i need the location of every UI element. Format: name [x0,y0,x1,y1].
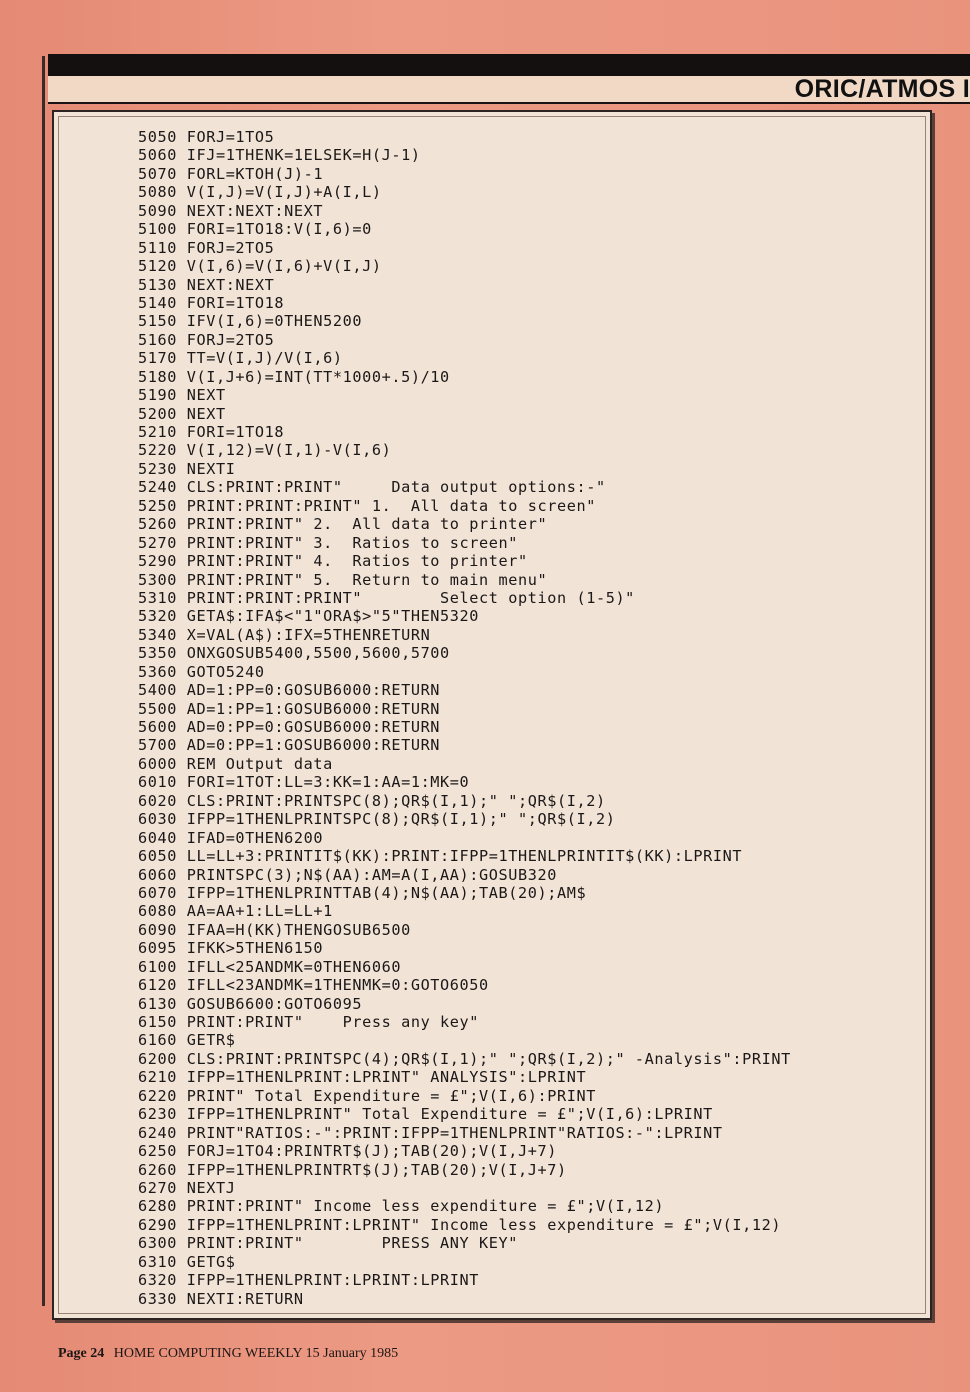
program-listing [138,128,791,1308]
code-line: 5210 FORI=1TO18 [138,423,285,441]
code-line: 6130 GOSUB6600:GOTO6095 [138,994,363,1013]
program-listing-box [52,110,932,1320]
code-line: 5320 GETA$:IFA$<"1"ORA$>"5"THEN5320 [138,607,480,626]
code-line: 5260 PRINT:PRINT" 2. All data to printer" [138,515,548,534]
code-line: 5220 V(I,12)=V(I,1)-V(I,6) [138,441,392,460]
vertical-rule [42,56,45,1306]
code-line: 6150 PRINT:PRINT" Press any key" [138,1013,480,1031]
code-line: 5140 FORI=1TO18 [138,293,285,312]
code-line: 6120 IFLL<23ANDMK=1THENMK=0:GOTO6050 [138,976,489,995]
code-line: 6070 IFPP=1THENLPRINTTAB(4);N$(AA);TAB(20);AM$ [138,883,587,902]
code-line: 6270 NEXTJ [138,1178,236,1197]
code-line: 6310 GETG$ [138,1252,236,1271]
code-line: 5150 IFV(I,6)=0THEN5200 [138,312,363,331]
code-line: 5270 PRINT:PRINT" 3. Ratios to screen" [138,533,519,552]
code-line: 5200 NEXT [138,404,226,423]
code-line: 5360 GOTO5240 [138,662,265,681]
code-line: 5130 NEXT:NEXT [138,275,275,294]
code-line: 5050 FORJ=1TO5 [138,128,275,146]
code-line: 6250 FORJ=1TO4:PRINTRT$(J);TAB(20);V(I,J+7) [138,1142,557,1161]
code-line: 6230 IFPP=1THENLPRINT" Total Expenditure = £";V(I,6):LPRINT [138,1105,713,1124]
code-line: 5700 AD=0:PP=1:GOSUB6000:RETURN [138,736,441,755]
code-line: 6095 IFKK>5THEN6150 [138,939,324,958]
code-line: 6090 IFAA=H(KK)THENGOSUB6500 [138,920,411,939]
code-line: 5290 PRINT:PRINT" 4. Ratios to printer" [138,552,528,571]
code-line: 6030 IFPP=1THENLPRINTSPC(8);QR$(I,1);" ";QR$(I,2) [138,810,616,829]
code-line: 5350 ONXGOSUB5400,5500,5600,5700 [138,644,450,663]
code-line: 5160 FORJ=2TO5 [138,330,275,349]
code-line: 6300 PRINT:PRINT" PRESS ANY KEY" [138,1234,519,1253]
code-line: 6290 IFPP=1THENLPRINT:LPRINT" Income less expenditure = £";V(I,12) [138,1215,782,1234]
code-line: 5190 NEXT [138,386,226,405]
code-line: 6330 NEXTI:RETURN [138,1289,304,1308]
code-line: 5100 FORI=1TO18:V(I,6)=0 [138,220,372,239]
code-line: 6100 IFLL<25ANDMK=0THEN6060 [138,957,402,976]
section-title: ORIC/ATMOS I [794,75,970,103]
page-footer [58,1344,398,1364]
code-line: 6320 IFPP=1THENLPRINT:LPRINT:LPRINT [138,1271,480,1290]
code-line: 6040 IFAD=0THEN6200 [138,828,324,847]
code-line: 5080 V(I,J)=V(I,J)+A(I,L) [138,183,382,202]
code-line: 5180 V(I,J+6)=INT(TT*1000+.5)/10 [138,367,450,386]
code-line: 5310 PRINT:PRINT:PRINT" Select option (1-5)" [138,588,635,607]
code-line: 5340 X=VAL(A$):IFX=5THENRETURN [138,625,431,644]
code-line: 5500 AD=1:PP=1:GOSUB6000:RETURN [138,699,441,718]
code-line: 6210 IFPP=1THENLPRINT:LPRINT" ANALYSIS":LPRINT [138,1068,587,1087]
code-line: 5300 PRINT:PRINT" 5. Return to main menu" [138,570,548,589]
code-line: 5250 PRINT:PRINT:PRINT" 1. All data to screen" [138,496,596,515]
header-bar [48,54,970,76]
code-line: 5230 NEXTI [138,459,236,478]
code-line: 5400 AD=1:PP=0:GOSUB6000:RETURN [138,681,441,700]
publication-info: HOME COMPUTING WEEKLY 15 January 1985 [113,1346,399,1361]
code-line: 5600 AD=0:PP=0:GOSUB6000:RETURN [138,718,441,736]
code-line: 5110 FORJ=2TO5 [138,238,275,257]
code-line: 6010 FORI=1TOT:LL=3:KK=1:AA=1:MK=0 [138,773,470,792]
code-line: 6280 PRINT:PRINT" Income less expenditure = £";V(I,12) [138,1197,665,1216]
code-line: 5090 NEXT:NEXT:NEXT [138,201,324,220]
code-line: 6240 PRINT"RATIOS:-":PRINT:IFPP=1THENLPRINT"RATIOS:-":LPRINT [138,1123,723,1142]
header-title-strip [48,76,970,104]
code-line: 5170 TT=V(I,J)/V(I,6) [138,349,343,368]
code-line: 5120 V(I,6)=V(I,6)+V(I,J) [138,257,382,276]
code-line: 6060 PRINTSPC(3);N$(AA):AM=A(I,AA):GOSUB320 [138,865,557,884]
code-line: 6200 CLS:PRINT:PRINTSPC(4);QR$(I,1);" ";QR$(I,2);" -Analysis":PRINT [138,1049,791,1068]
code-line: 6080 AA=AA+1:LL=LL+1 [138,902,333,921]
code-line: 6260 IFPP=1THENLPRINTRT$(J);TAB(20);V(I,J+7) [138,1160,567,1179]
code-line: 6000 REM Output data [138,754,333,773]
code-line: 5240 CLS:PRINT:PRINT" Data output options:-" [138,478,606,497]
code-line: 6160 GETR$ [138,1031,236,1050]
page-number: Page 24 [58,1346,105,1361]
code-line: 6020 CLS:PRINT:PRINTSPC(8);QR$(I,1);" ";QR$(I,2) [138,791,606,810]
code-line: 6050 LL=LL+3:PRINTIT$(KK):PRINT:IFPP=1THENLPRINTIT$(KK):LPRINT [138,847,743,866]
code-line: 5060 IFJ=1THENK=1ELSEK=H(J-1) [138,146,421,165]
code-line: 6220 PRINT" Total Expenditure = £";V(I,6):PRINT [138,1086,596,1105]
code-line: 5070 FORL=KTOH(J)-1 [138,164,324,183]
